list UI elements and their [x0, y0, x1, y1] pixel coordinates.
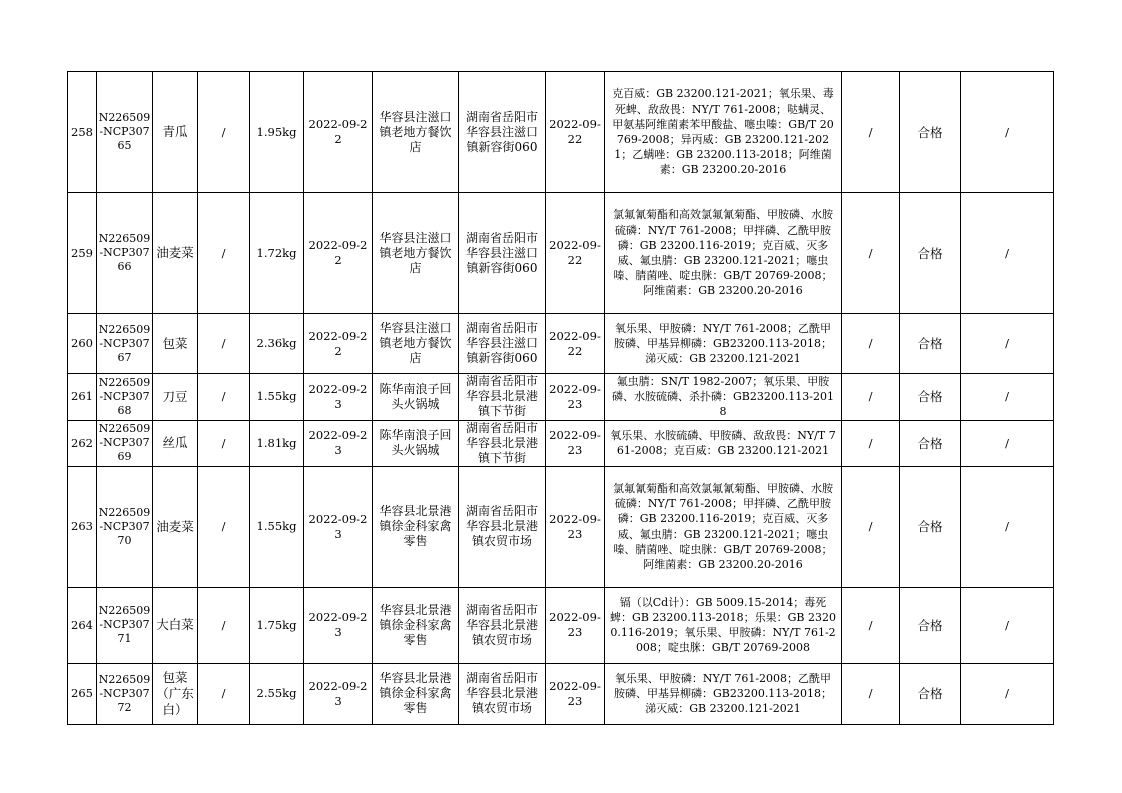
sample-name-cell: 油麦菜 — [153, 193, 198, 314]
sample-code-cell: N226509-NCP30769 — [97, 420, 153, 466]
sampling-date-cell: 2022-09-23 — [304, 587, 373, 663]
location-address-cell: 湖南省岳阳市华容县北景港镇下节街 — [459, 420, 546, 466]
unqualified-item-cell: / — [842, 314, 900, 374]
unqualified-item-cell: / — [842, 420, 900, 466]
test-items-basis-cell: 氧乐果、水胺硫磷、甲胺磷、敌敌畏：NY/T 761-2008；克百威：GB 23200.121-2021 — [605, 420, 842, 466]
table-row — [68, 72, 1054, 193]
location-address-cell: 湖南省岳阳市华容县北景港镇下节街 — [459, 374, 546, 421]
sampling-location-cell: 华容县注滋口镇老地方餐饮店 — [373, 72, 459, 193]
table-row — [68, 466, 1054, 587]
sample-weight-cell: 1.72kg — [250, 193, 304, 314]
specification-cell: / — [198, 420, 250, 466]
sampling-location-cell: 华容县北景港镇徐金科家禽零售 — [373, 587, 459, 663]
sample-weight-cell: 1.55kg — [250, 466, 304, 587]
production-date-cell: 2022-09-22 — [546, 72, 605, 193]
remark-cell: / — [961, 374, 1054, 421]
sampling-date-cell: 2022-09-23 — [304, 420, 373, 466]
remark-cell: / — [961, 314, 1054, 374]
sample-weight-cell: 1.55kg — [250, 374, 304, 421]
specification-cell: / — [198, 587, 250, 663]
inspection-results-table — [67, 71, 1054, 725]
row-number-cell: 260 — [68, 314, 97, 374]
sample-code-cell: N226509-NCP30765 — [97, 72, 153, 193]
sample-weight-cell: 1.95kg — [250, 72, 304, 193]
sample-name-cell: 包菜 — [153, 314, 198, 374]
specification-cell: / — [198, 374, 250, 421]
sampling-location-cell: 华容县注滋口镇老地方餐饮店 — [373, 314, 459, 374]
sample-weight-cell: 2.55kg — [250, 663, 304, 724]
production-date-cell: 2022-09-23 — [546, 374, 605, 421]
sampling-date-cell: 2022-09-23 — [304, 663, 373, 724]
specification-cell: / — [198, 72, 250, 193]
remark-cell: / — [961, 663, 1054, 724]
sample-name-cell: 刀豆 — [153, 374, 198, 421]
remark-cell: / — [961, 193, 1054, 314]
remark-cell: / — [961, 72, 1054, 193]
table-row — [68, 663, 1054, 724]
table-row — [68, 374, 1054, 421]
production-date-cell: 2022-09-22 — [546, 193, 605, 314]
unqualified-item-cell: / — [842, 72, 900, 193]
specification-cell: / — [198, 663, 250, 724]
test-result-cell: 合格 — [900, 587, 961, 663]
sampling-date-cell: 2022-09-22 — [304, 193, 373, 314]
sampling-location-cell: 陈华南浪子回头火锅城 — [373, 374, 459, 421]
test-items-basis-cell: 氟虫腈：SN/T 1982-2007；氧乐果、甲胺磷、水胺硫磷、杀扑磷：GB23200.113-2018 — [605, 374, 842, 421]
sampling-location-cell: 华容县注滋口镇老地方餐饮店 — [373, 193, 459, 314]
sampling-date-cell: 2022-09-23 — [304, 466, 373, 587]
row-number-cell: 263 — [68, 466, 97, 587]
remark-cell: / — [961, 420, 1054, 466]
test-result-cell: 合格 — [900, 314, 961, 374]
remark-cell: / — [961, 587, 1054, 663]
location-address-cell: 湖南省岳阳市华容县注滋口镇新容街060 — [459, 193, 546, 314]
test-items-basis-cell: 克百威：GB 23200.121-2021；氧乐果、毒死蜱、敌敌畏：NY/T 761-2008；哒螨灵、甲氨基阿维菌素苯甲酸盐、噻虫嗪：GB/T 20769-2008；异丙威：GB 23200.121-2021；乙螨唑：GB 23200.113-2018；阿维菌素：GB 23200.20-2016 — [605, 72, 842, 193]
remark-cell: / — [961, 466, 1054, 587]
production-date-cell: 2022-09-23 — [546, 420, 605, 466]
sample-weight-cell: 1.75kg — [250, 587, 304, 663]
test-result-cell: 合格 — [900, 374, 961, 421]
sample-code-cell: N226509-NCP30772 — [97, 663, 153, 724]
sample-code-cell: N226509-NCP30771 — [97, 587, 153, 663]
test-result-cell: 合格 — [900, 663, 961, 724]
sample-code-cell: N226509-NCP30770 — [97, 466, 153, 587]
location-address-cell: 湖南省岳阳市华容县注滋口镇新容街060 — [459, 314, 546, 374]
test-result-cell: 合格 — [900, 193, 961, 314]
table-row — [68, 314, 1054, 374]
production-date-cell: 2022-09-23 — [546, 466, 605, 587]
sampling-location-cell: 华容县北景港镇徐金科家禽零售 — [373, 466, 459, 587]
sample-name-cell: 青瓜 — [153, 72, 198, 193]
test-result-cell: 合格 — [900, 420, 961, 466]
sample-name-cell: 包菜（广东白） — [153, 663, 198, 724]
sampling-location-cell: 陈华南浪子回头火锅城 — [373, 420, 459, 466]
sample-name-cell: 大白菜 — [153, 587, 198, 663]
production-date-cell: 2022-09-23 — [546, 663, 605, 724]
production-date-cell: 2022-09-22 — [546, 314, 605, 374]
test-result-cell: 合格 — [900, 72, 961, 193]
location-address-cell: 湖南省岳阳市华容县北景港镇农贸市场 — [459, 587, 546, 663]
location-address-cell: 湖南省岳阳市华容县北景港镇农贸市场 — [459, 663, 546, 724]
test-items-basis-cell: 氧乐果、甲胺磷：NY/T 761-2008；乙酰甲胺磷、甲基异柳磷：GB23200.113-2018；涕灭威：GB 23200.121-2021 — [605, 663, 842, 724]
location-address-cell: 湖南省岳阳市华容县注滋口镇新容街060 — [459, 72, 546, 193]
row-number-cell: 264 — [68, 587, 97, 663]
sampling-location-cell: 华容县北景港镇徐金科家禽零售 — [373, 663, 459, 724]
row-number-cell: 262 — [68, 420, 97, 466]
sample-weight-cell: 2.36kg — [250, 314, 304, 374]
sample-code-cell: N226509-NCP30766 — [97, 193, 153, 314]
row-number-cell: 261 — [68, 374, 97, 421]
unqualified-item-cell: / — [842, 587, 900, 663]
unqualified-item-cell: / — [842, 663, 900, 724]
test-result-cell: 合格 — [900, 466, 961, 587]
sample-code-cell: N226509-NCP30768 — [97, 374, 153, 421]
test-items-basis-cell: 镉（以Cd计）：GB 5009.15-2014；毒死蜱：GB 23200.113-2018；乐果：GB 23200.116-2019；氧乐果、甲胺磷：NY/T 761-2008；啶虫脒：GB/T 20769-2008 — [605, 587, 842, 663]
sampling-date-cell: 2022-09-22 — [304, 314, 373, 374]
unqualified-item-cell: / — [842, 374, 900, 421]
sample-name-cell: 丝瓜 — [153, 420, 198, 466]
unqualified-item-cell: / — [842, 466, 900, 587]
sample-weight-cell: 1.81kg — [250, 420, 304, 466]
unqualified-item-cell: / — [842, 193, 900, 314]
specification-cell: / — [198, 193, 250, 314]
sample-name-cell: 油麦菜 — [153, 466, 198, 587]
table-row — [68, 587, 1054, 663]
test-items-basis-cell: 氯氟氰菊酯和高效氯氟氰菊酯、甲胺磷、水胺硫磷：NY/T 761-2008；甲拌磷、乙酰甲胺磷：GB 23200.116-2019；克百威、灭多威、氟虫腈：GB 23200.121-2021；噻虫嗪、腈菌唑、啶虫脒：GB/T 20769-2008；阿维菌素：GB 23200.20-2016 — [605, 193, 842, 314]
sample-code-cell: N226509-NCP30767 — [97, 314, 153, 374]
table-row — [68, 193, 1054, 314]
row-number-cell: 259 — [68, 193, 97, 314]
sampling-date-cell: 2022-09-23 — [304, 374, 373, 421]
specification-cell: / — [198, 466, 250, 587]
test-items-basis-cell: 氧乐果、甲胺磷：NY/T 761-2008；乙酰甲胺磷、甲基异柳磷：GB23200.113-2018；涕灭威：GB 23200.121-2021 — [605, 314, 842, 374]
location-address-cell: 湖南省岳阳市华容县北景港镇农贸市场 — [459, 466, 546, 587]
row-number-cell: 265 — [68, 663, 97, 724]
table-row — [68, 420, 1054, 466]
sampling-date-cell: 2022-09-22 — [304, 72, 373, 193]
production-date-cell: 2022-09-23 — [546, 587, 605, 663]
specification-cell: / — [198, 314, 250, 374]
test-items-basis-cell: 氯氟氰菊酯和高效氯氟氰菊酯、甲胺磷、水胺硫磷：NY/T 761-2008；甲拌磷、乙酰甲胺磷：GB 23200.116-2019；克百威、灭多威、氟虫腈：GB 23200.121-2021；噻虫嗪、腈菌唑、啶虫脒：GB/T 20769-2008；阿维菌素：GB 23200.20-2016 — [605, 466, 842, 587]
row-number-cell: 258 — [68, 72, 97, 193]
